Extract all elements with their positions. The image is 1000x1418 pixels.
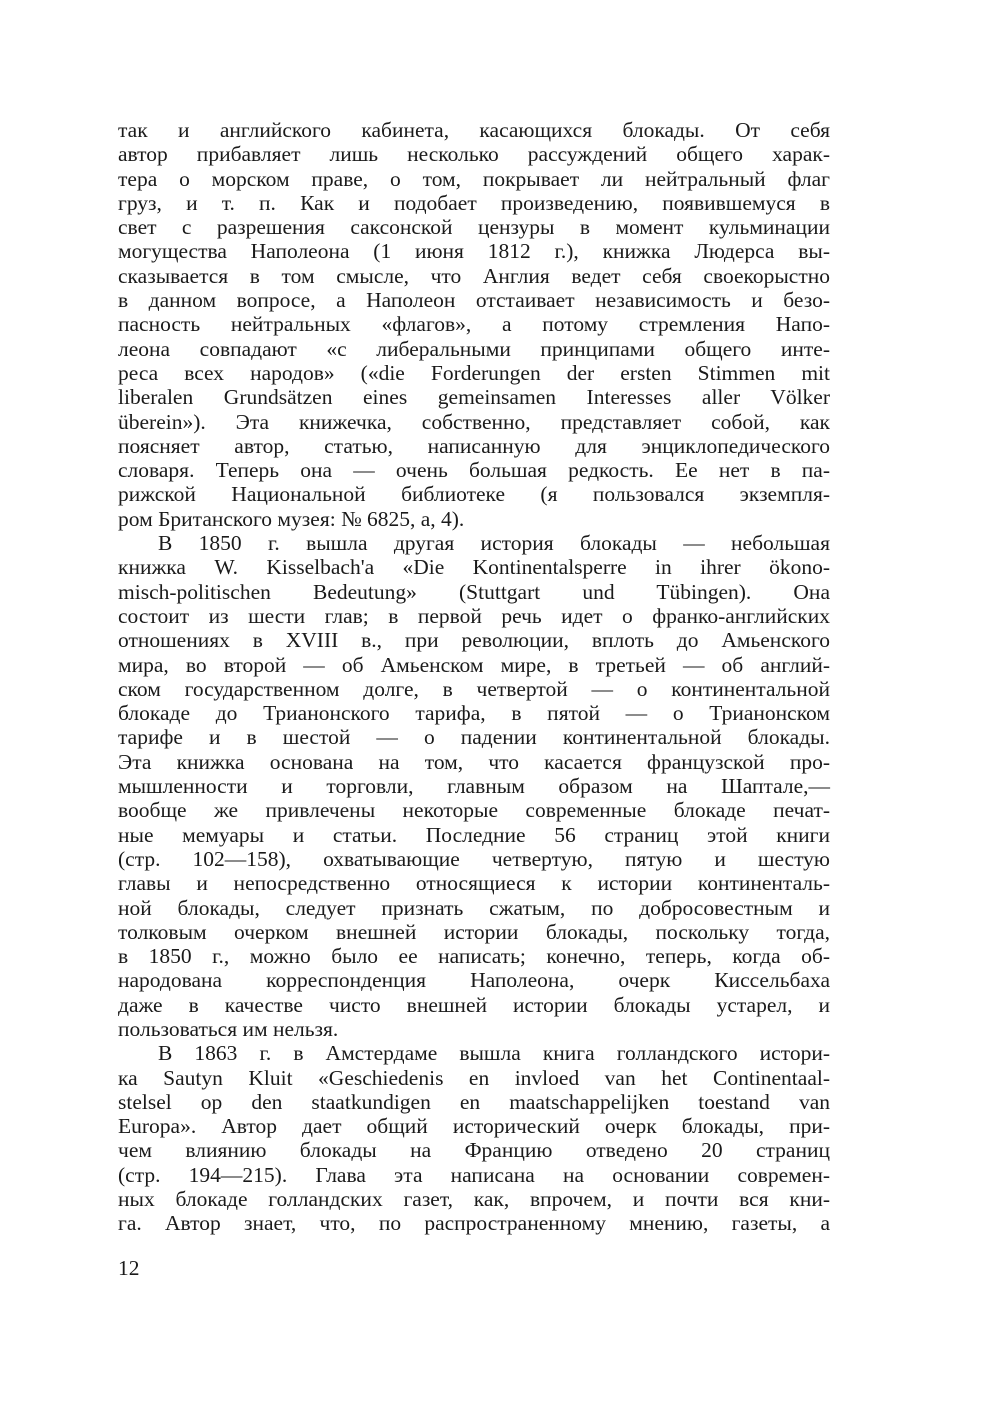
text-line: überein»). Эта книжечка, собственно, представляет собой, как <box>118 409 830 434</box>
text-line: (стр. 102—158), охватывающие четвертую, пятую и шестую <box>118 846 830 871</box>
text-line: тера о морском праве, о том, покрывает ли нейтральный флаг <box>118 166 830 191</box>
paragraph <box>118 531 830 1041</box>
text-line: ка Sautyn Kluit «Geschiedenis en invloed van het Continentaal- <box>118 1065 830 1090</box>
text-line: stelsel op den staatkundigen en maatschappelijken toestand van <box>118 1089 830 1114</box>
text-line: даже в качестве чисто внешней истории блокады устарел, и <box>118 992 830 1017</box>
text-line: ные мемуары и статьи. Последние 56 страниц этой книги <box>118 822 830 847</box>
text-line: liberalen Grundsätzen eines gemeinsamen Interesses aller Völker <box>118 385 830 410</box>
text-line: главы и непосредственно относящиеся к истории континенталь- <box>118 871 830 896</box>
text-line: народована корреспонденция Наполеона, очерк Киссельбаха <box>118 968 830 993</box>
text-line: рижской Национальной библиотеке (я пользовался экземпля- <box>118 482 830 507</box>
text-line: В 1850 г. вышла другая история блокады — небольшая <box>158 531 830 556</box>
text-line: автор прибавляет лишь несколько рассуждений общего харак- <box>118 142 830 167</box>
body-text <box>118 118 830 1236</box>
text-line: толковым очерком внешней истории блокады, поскольку тогда, <box>118 919 830 944</box>
text-line: свет с разрешения саксонской цензуры в момент кульминации <box>118 215 830 240</box>
paragraph <box>118 118 830 531</box>
text-line: вообще же привлечены некоторые современные блокаде печат- <box>118 798 830 823</box>
text-line: ском государственном долге, в четвертой — о континентальной <box>118 676 830 701</box>
text-line: состоит из шести глав; в первой речь идет о франко-английских <box>118 603 830 628</box>
text-line: мышленности и торговли, главным образом на Шаптале,— <box>118 774 830 799</box>
text-line: В 1863 г. в Амстердаме вышла книга голландского истори- <box>158 1041 830 1066</box>
text-line: могущества Наполеона (1 июня 1812 г.), книжка Людерса вы- <box>118 239 830 264</box>
text-line: misch-politischen Bedeutung» (Stuttgart und Tübingen). Она <box>118 579 830 604</box>
text-line: сказывается в том смысле, что Англия ведет себя своекорыстно <box>118 263 830 288</box>
text-line: словаря. Теперь она — очень большая редкость. Ее нет в па- <box>118 458 830 483</box>
text-line: отношениях в XVIII в., при революции, вплоть до Амьенского <box>118 628 830 653</box>
paragraph <box>118 1041 830 1235</box>
text-line: пасность нейтральных «флагов», а потому стремления Напо- <box>118 312 830 337</box>
text-line: ных блокаде голландских газет, как, впрочем, и почти вся кни- <box>118 1187 830 1212</box>
text-line: реса всех народов» («die Forderungen der ersten Stimmen mit <box>118 360 830 385</box>
text-line: в данном вопросе, а Наполеон отстаивает независимость и безо- <box>118 288 830 313</box>
text-line: га. Автор знает, что, по распространенному мнению, газеты, а <box>118 1211 830 1236</box>
text-line: Europa». Автор дает общий исторический очерк блокады, при- <box>118 1114 830 1139</box>
text-line: (стр. 194—215). Глава эта написана на основании современ- <box>118 1162 830 1187</box>
text-line: поясняет автор, статью, написанную для энциклопедического <box>118 433 830 458</box>
text-line: груз, и т. п. Как и подобает произведению, появившемуся в <box>118 190 830 215</box>
text-line: тарифе и в шестой — о падении континентальной блокады. <box>118 725 830 750</box>
text-line: Эта книжка основана на том, что касается французской про- <box>118 749 830 774</box>
text-line: так и английского кабинета, касающихся блокады. От себя <box>118 118 830 142</box>
text-line: мира, во второй — об Амьенском мире, в третьей — об англий- <box>118 652 830 677</box>
text-line: чем влиянию блокады на Францию отведено 20 страниц <box>118 1138 830 1163</box>
text-line: леона совпадают «с либеральными принципами общего инте- <box>118 336 830 361</box>
text-line: книжка W. Kisselbach'a «Die Kontinentalsperre in ihrer ökono- <box>118 555 830 580</box>
page-number: 12 <box>118 1256 140 1280</box>
text-line: блокаде до Трианонского тарифа, в пятой — о Трианонском <box>118 701 830 726</box>
text-line: в 1850 г., можно было ее написать; конечно, теперь, когда об- <box>118 944 830 969</box>
text-line: ром Британского музея: № 6825, a, 4). <box>118 506 465 531</box>
text-line: пользоваться им нельзя. <box>118 1016 339 1041</box>
text-line: ной блокады, следует признать сжатым, по добросовестным и <box>118 895 830 920</box>
